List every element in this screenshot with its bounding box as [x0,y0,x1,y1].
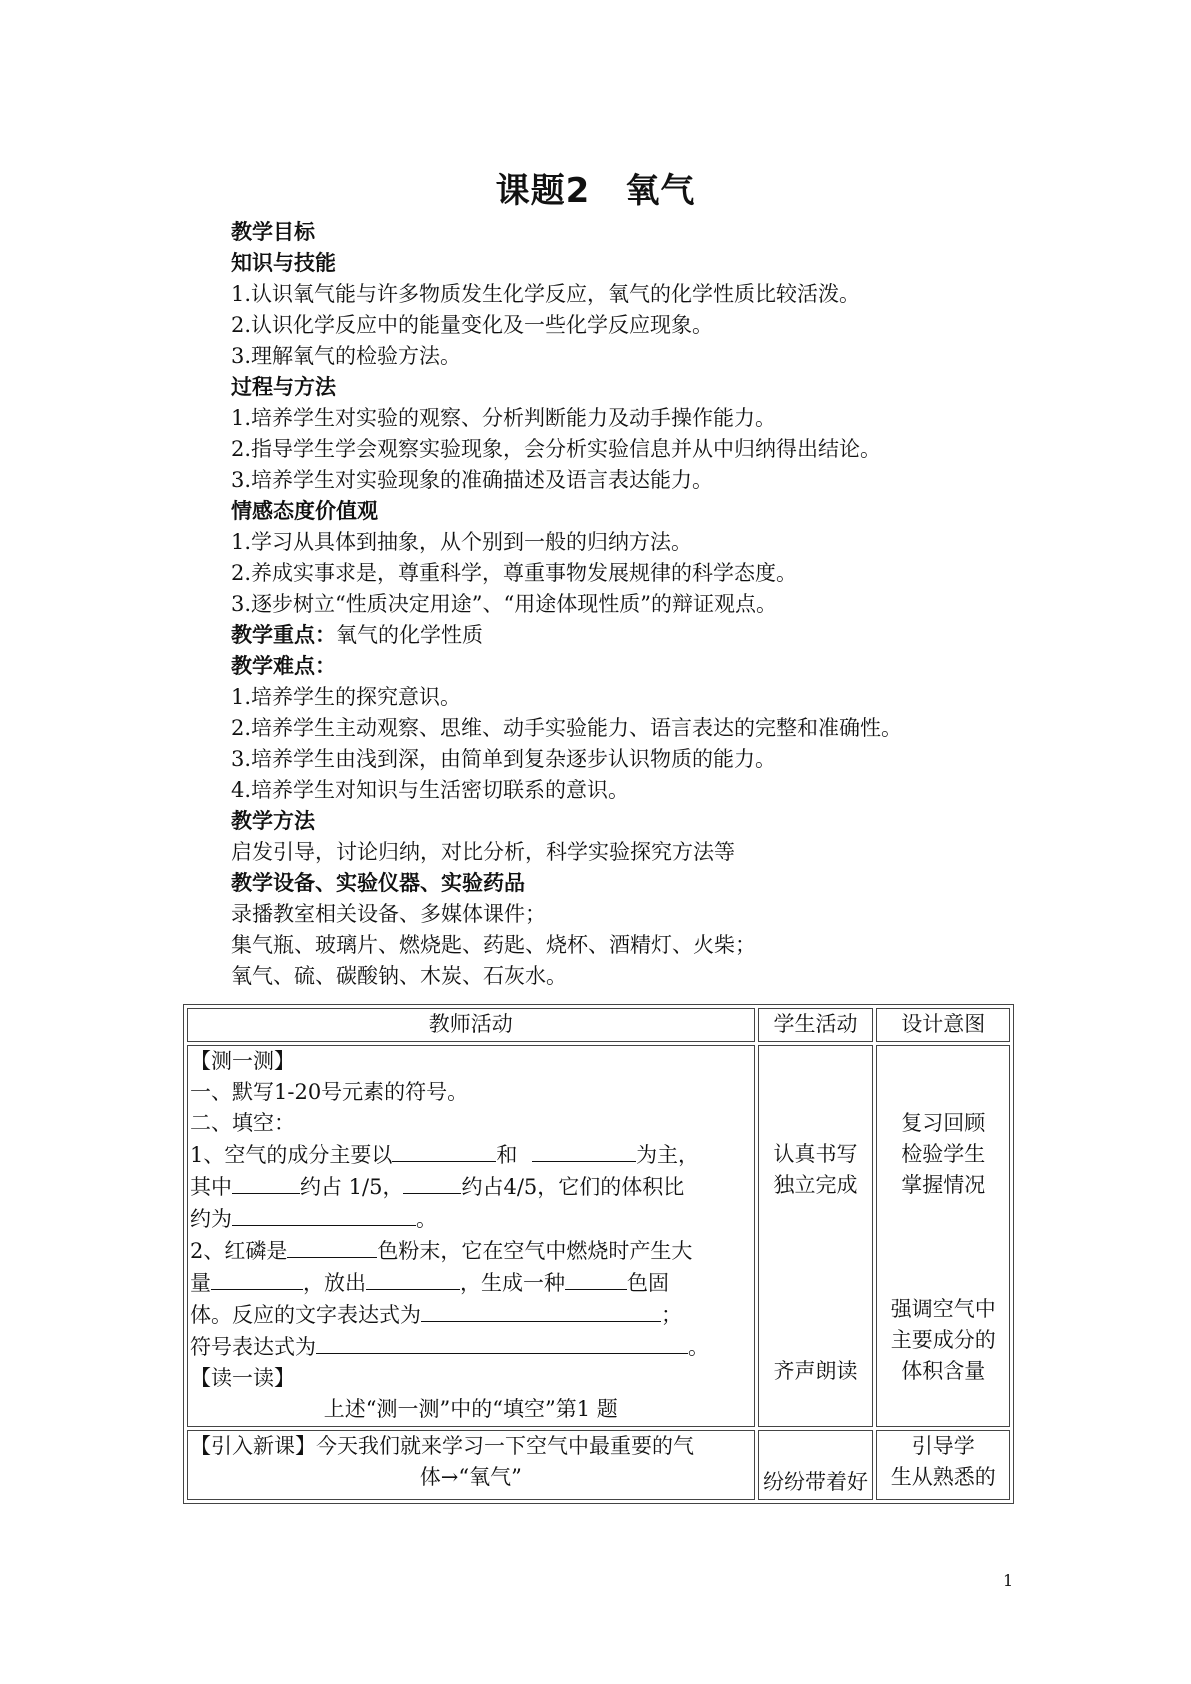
emotion-item: 3.逐步树立“性质决定用途”、“用途体现性质”的辩证观点。 [231,592,777,616]
key-point [231,620,1031,651]
equipment-item: 集气瓶、玻璃片、燃烧匙、药匙、烧杯、酒精灯、火柴； [231,933,756,957]
fill-line [190,1235,752,1267]
objectives-heading: 教学目标 [231,220,315,244]
knowledge-heading: 知识与技能 [231,251,336,275]
fill-text: ； [661,1303,682,1327]
fill-text: 。 [688,1335,709,1359]
fill-text: 色固 [627,1271,669,1295]
student-activity-text: 齐声朗读 [773,1359,858,1383]
fill-text: 约占4/5，它们的体积比 [461,1175,685,1199]
fill-line [190,1139,752,1171]
key-point-label: 教学重点： [231,623,336,647]
fill-blank[interactable] [232,1171,300,1194]
process-item: 2.指导学生学会观察实验现象，会分析实验信息并从中归纳得出结论。 [231,437,882,461]
header-student-activity: 学生活动 [758,1008,874,1042]
fill-text: 约占 1/5， [300,1175,404,1199]
fill-line [190,1203,752,1235]
fill-text: ，生成一种 [460,1271,565,1295]
design-intent-cell [876,1430,1010,1500]
fill-blank[interactable] [366,1267,460,1290]
difficulty-item: 4.培养学生对知识与生活密切联系的意识。 [231,778,630,802]
fill-blank[interactable] [232,1203,416,1226]
equipment-item: 录播教室相关设备、多媒体课件； [231,902,546,926]
table-row [187,1045,1010,1427]
fill-text: 2、红磷是 [190,1239,288,1263]
intro-text: 体→“氧气” [419,1465,522,1489]
design-intent-text: 体积含量 [901,1359,986,1383]
question-1: 一、默写1-20号元素的符号。 [190,1080,469,1104]
fill-text: 符号表达式为 [190,1335,316,1359]
process-item: 3.培养学生对实验现象的准确描述及语言表达能力。 [231,468,714,492]
method-text: 启发引导，讨论归纳，对比分析，科学实验探究方法等 [231,840,735,864]
test-title: 【测一测】 [190,1049,295,1073]
fill-text: 体。反应的文字表达式为 [190,1303,421,1327]
design-intent-text: 强调空气中 [890,1297,996,1321]
lesson-plan-table [183,1004,1014,1504]
fill-blank[interactable] [532,1139,636,1162]
design-intent-text: 复习回顾 [901,1111,986,1135]
design-intent-cell [876,1045,1010,1427]
fill-text: 1、空气的成分主要以 [190,1143,393,1167]
student-activity-cell [758,1430,874,1500]
emotion-item: 2.养成实事求是，尊重科学，尊重事物发展规律的科学态度。 [231,561,798,585]
fill-blank[interactable] [316,1331,688,1354]
student-activity-cell [758,1045,874,1427]
student-activity-text: 认真书写 [773,1142,858,1166]
key-point-text: 氧气的化学性质 [336,623,483,647]
fill-text: ，放出 [303,1271,366,1295]
fill-line [190,1299,752,1331]
read-text: 上述“测一测”中的“填空”第1 题 [323,1397,618,1421]
fill-text: 。 [416,1207,437,1231]
intro-text: 【引入新课】今天我们就来学习一下空气中最重要的气 [190,1434,694,1458]
knowledge-item: 3.理解氧气的检验方法。 [231,344,462,368]
fill-line [190,1171,752,1203]
fill-text: 和 [496,1143,525,1167]
design-intent-text: 掌握情况 [901,1173,986,1197]
fill-text: 量 [190,1271,211,1295]
question-2: 二、填空： [190,1111,295,1135]
header-teacher-activity: 教师活动 [187,1008,755,1042]
fill-blank[interactable] [403,1171,461,1194]
difficulty-heading: 教学难点： [231,654,336,678]
fill-line [190,1331,752,1363]
fill-blank[interactable] [392,1139,496,1162]
table-row [187,1430,1010,1500]
equipment-heading: 教学设备、实验仪器、实验药品 [231,871,525,895]
table-header-row [187,1008,1010,1042]
fill-text: 色粉末，它在空气中燃烧时产生大 [377,1239,693,1263]
fill-line [190,1267,752,1299]
page-title: 课题2 氧气 [495,171,696,211]
page-number: 1 [1003,1571,1014,1590]
design-intent-text: 生从熟悉的 [890,1465,996,1489]
fill-text: 其中 [190,1175,232,1199]
fill-blank[interactable] [421,1299,661,1322]
read-title: 【读一读】 [190,1366,295,1390]
emotion-item: 1.学习从具体到抽象，从个别到一般的归纳方法。 [231,530,693,554]
fill-blank[interactable] [565,1267,627,1290]
teacher-activity-cell [187,1045,755,1427]
design-intent-text: 检验学生 [901,1142,986,1166]
fill-blank[interactable] [287,1235,377,1258]
knowledge-item: 2.认识化学反应中的能量变化及一些化学反应现象。 [231,313,714,337]
difficulty-item: 3.培养学生由浅到深，由简单到复杂逐步认识物质的能力。 [231,747,777,771]
difficulty-item: 2.培养学生主动观察、思维、动手实验能力、语言表达的完整和准确性。 [231,716,903,740]
method-heading: 教学方法 [231,809,315,833]
student-activity-text: 纷纷带着好 [763,1470,869,1494]
difficulty-item: 1.培养学生的探究意识。 [231,685,462,709]
equipment-item: 氧气、硫、碳酸钠、木炭、石灰水。 [231,964,567,988]
knowledge-item: 1.认识氧气能与许多物质发生化学反应，氧气的化学性质比较活泼。 [231,282,861,306]
emotion-heading: 情感态度价值观 [231,499,378,523]
process-heading: 过程与方法 [231,375,336,399]
process-item: 1.培养学生对实验的观察、分析判断能力及动手操作能力。 [231,406,777,430]
teacher-activity-cell [187,1430,755,1500]
header-design-intent: 设计意图 [876,1008,1010,1042]
lesson-content [231,217,1031,992]
fill-blank[interactable] [211,1267,303,1290]
design-intent-text: 引导学 [911,1434,975,1458]
design-intent-text: 主要成分的 [890,1328,996,1352]
fill-text: 约为 [190,1207,232,1231]
student-activity-text: 独立完成 [773,1173,858,1197]
fill-text: 为主， [636,1143,700,1167]
